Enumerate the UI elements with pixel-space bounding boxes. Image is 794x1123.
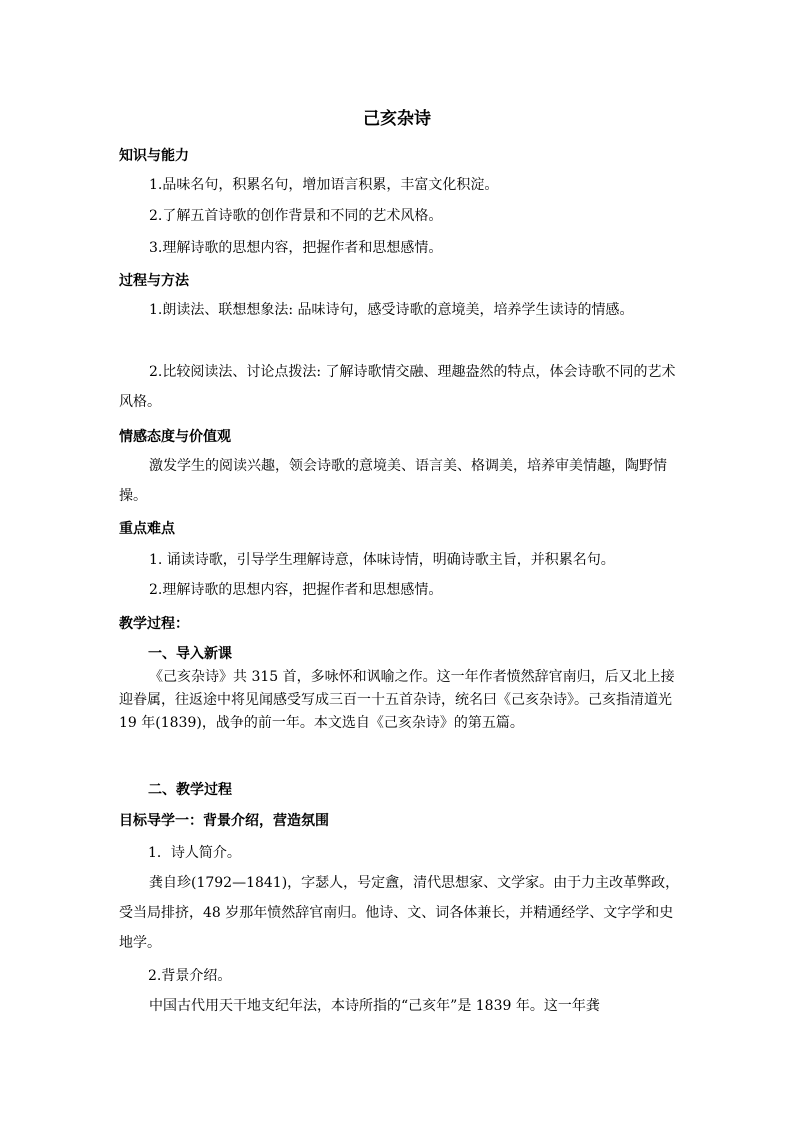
heading-teaching: 教学过程： (119, 616, 189, 632)
knowledge-item-3: 3.理解诗歌的思想内容，把握作者和思想感情。 (149, 240, 443, 256)
keypoint-item-1: 1. 诵读诗歌，引导学生理解诗意，体味诗情，明确诗歌主旨，并积累名句。 (149, 552, 615, 568)
document-title: 己亥杂诗 (363, 109, 431, 129)
knowledge-item-2: 2.了解五首诗歌的创作背景和不同的艺术风格。 (149, 208, 443, 224)
keypoint-item-2: 2.理解诗歌的思想内容，把握作者和思想感情。 (149, 582, 443, 598)
heading-keypoints: 重点难点 (119, 521, 175, 537)
intro-text: 《己亥杂诗》共 315 首，多咏怀和讽喻之作。这一年作者愤然辞官南归，后又北上接迎眷属，往返途中将见闻感受写成三百一十五首杂诗，统名曰《己亥杂诗》。己亥指清道光 19 年(1839)，战争的前一年。本文选自《己亥杂诗》的第五篇。 (119, 669, 675, 731)
heading-intro: 一、导入新课 (148, 646, 232, 662)
heading-emotion: 情感态度与价值观 (119, 429, 231, 445)
heading-knowledge: 知识与能力 (119, 148, 189, 164)
background-label: 2.背景介绍。 (148, 968, 232, 984)
heading-teaching-process: 二、教学过程 (148, 782, 232, 798)
heading-process: 过程与方法 (119, 273, 189, 289)
process-item-1: 1.朗读法、联想想象法: 品味诗句，感受诗歌的意境美，培养学生读诗的情感。 (149, 302, 634, 318)
heading-goal-1: 目标导学一：背景介绍，营造氛围 (119, 813, 329, 829)
emotion-text: 激发学生的阅读兴趣，领会诗歌的意境美、语言美、格调美，培养审美情趣，陶野情操。 (119, 458, 667, 504)
knowledge-item-1: 1.品味名句，积累名句，增加语言积累，丰富文化积淀。 (149, 177, 499, 193)
process-item-2: 2.比较阅读法、讨论点拨法: 了解诗歌情交融、理趣盎然的特点，体会诗歌不同的艺术风格。 (119, 364, 676, 410)
background-text: 中国古代用天干地支纪年法，本诗所指的“己亥年”是 1839 年。这一年龚 (149, 998, 600, 1014)
poet-label: 1．诗人简介。 (148, 845, 241, 861)
poet-text: 龚自珍(1792—1841)，字瑟人，号定盦，清代思想家、文学家。由于力主改革弊政，受当局排挤，48 岁那年愤然辞官南归。他诗、文、词各体兼长，并精通经学、文字学和史地学。 (119, 875, 680, 951)
